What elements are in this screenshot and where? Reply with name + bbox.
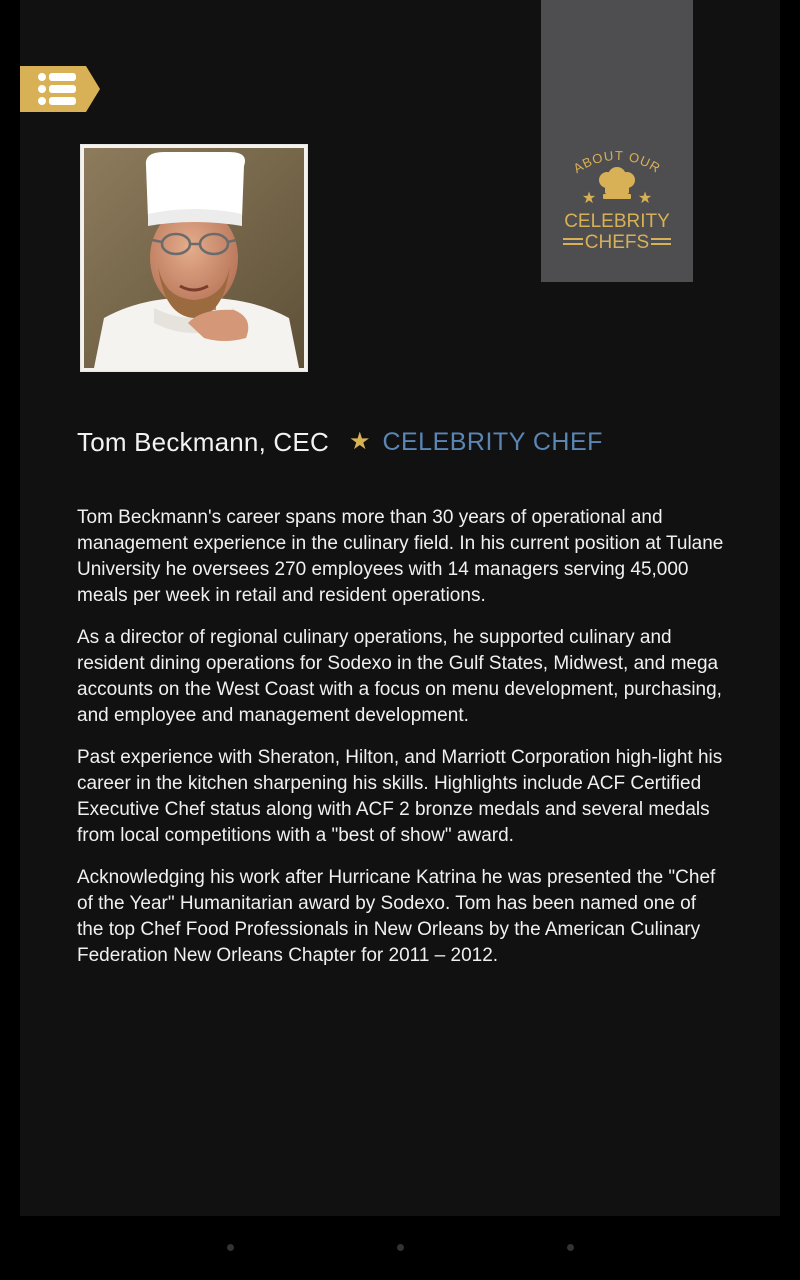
star-left-icon: ★ — [581, 188, 597, 207]
chef-bio — [77, 505, 727, 985]
svg-text:ABOUT OUR: ABOUT OUR — [570, 147, 664, 176]
chef-hat-icon — [599, 167, 635, 199]
svg-text:CELEBRITY: CELEBRITY — [564, 211, 670, 232]
celebrity-chefs-badge — [541, 140, 693, 260]
chef-photo-frame — [80, 144, 308, 372]
bio-paragraph-3: Past experience with Sheraton, Hilton, and Marriott Corporation high-light his career in the kitchen sharpening his skills. Highlights include ACF Certified Executive Chef status along with ACF 2 bronze medals and several medals from local competitions with a "best of show" award. — [77, 747, 723, 846]
list-menu-icon — [20, 66, 100, 112]
page-indicator — [0, 1216, 800, 1280]
bio-paragraph-4: Acknowledging his work after Hurricane Katrina he was presented the "Chef of the Year" Humanitarian award by Sodexo. Tom has been named one of the top Chef Food Professionals in New Orleans by the American Culinary Federation New Orleans Chapter for 2011 – 2012. — [77, 867, 716, 966]
chef-portrait-image — [84, 148, 304, 368]
menu-button[interactable] — [20, 66, 100, 112]
star-right-icon: ★ — [637, 188, 653, 207]
bio-paragraph-1: Tom Beckmann's career spans more than 30 years of operational and management experience in the culinary field. In his current position at Tulane University he oversees 270 employees with 14 managers serving 45,000 meals per week in retail and resident operations. — [77, 507, 724, 606]
celebrity-chef-tag: CELEBRITY CHEF — [382, 427, 603, 456]
chef-heading — [77, 424, 603, 460]
svg-text:CHEFS: CHEFS — [584, 232, 650, 253]
star-icon: ★ — [348, 428, 371, 455]
page-dot-1[interactable] — [227, 1244, 234, 1251]
chef-name: Tom Beckmann, CEC — [77, 426, 329, 457]
page-dot-2[interactable] — [397, 1244, 404, 1251]
page-dot-3[interactable] — [567, 1244, 574, 1251]
about-celebrity-chefs-banner[interactable] — [541, 0, 693, 282]
bio-paragraph-2: As a director of regional culinary operations, he supported culinary and resident dining operations for Sodexo in the Gulf States, Midwest, and mega accounts on the West Coast with a focus on menu development, purchasing, and employee and management development. — [77, 627, 722, 726]
